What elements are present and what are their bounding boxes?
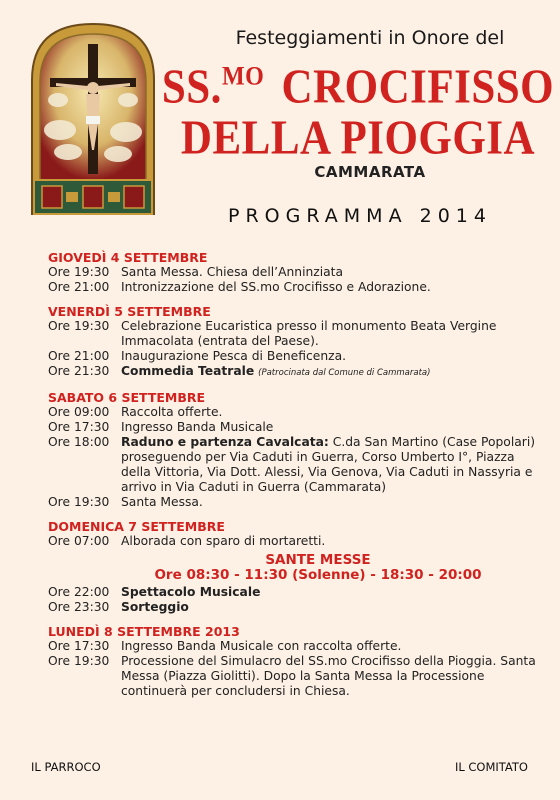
schedule-row: [48, 265, 548, 280]
day-title: GIOVEDÌ 4 SETTEMBRE: [48, 250, 208, 265]
event-time: Ore 17:30: [48, 420, 110, 434]
event-description: Processione del Simulacro del SS.mo Crocifisso della Pioggia. Santa Messa (Piazza Giolitti). Dopo la Santa Messa la Processione continuerà per concludersi in Chiesa.: [121, 654, 536, 698]
event-title: Raduno e partenza Cavalcata:: [121, 435, 329, 449]
schedule-row: [48, 495, 548, 510]
event-time: Ore 23:30: [48, 600, 110, 614]
schedule-row: [48, 654, 548, 699]
event-description: Sorteggio: [121, 600, 189, 614]
event-description: Ingresso Banda Musicale: [121, 420, 274, 434]
event-description: Intronizzazione del SS.mo Crocifisso e Adorazione.: [121, 280, 431, 294]
event-description: [121, 435, 548, 495]
schedule-row: [48, 585, 548, 600]
schedule-row: [48, 319, 548, 349]
title-ss: SS.: [161, 61, 222, 114]
schedule-row: [48, 349, 548, 364]
schedule-row: [48, 405, 548, 420]
day-title: VENERDÌ 5 SETTEMBRE: [48, 304, 211, 319]
title-line-1: [156, 61, 560, 114]
event-time: Ore 19:30: [48, 654, 110, 668]
schedule-row: [48, 639, 548, 654]
day-title: LUNEDÌ 8 SETTEMBRE 2013: [48, 624, 240, 639]
event-note: (Patrocinata dal Comune di Cammarata): [258, 368, 431, 378]
sante-messe-heading: SANTE MESSE: [265, 552, 371, 568]
event-time: Ore 19:30: [48, 319, 110, 333]
day-section: [48, 624, 548, 699]
day-section: [48, 250, 548, 295]
event-time: Ore 21:30: [48, 364, 110, 378]
day-section: [48, 304, 548, 381]
town-name: CAMMARATA: [314, 163, 426, 181]
event-time: Ore 21:00: [48, 349, 110, 363]
crucifix-shrine-image: [28, 20, 158, 216]
event-description: [121, 364, 548, 381]
schedule: [48, 250, 548, 699]
event-description: Spettacolo Musicale: [121, 585, 261, 599]
day-title: SABATO 6 SETTEMBRE: [48, 390, 206, 405]
event-time: Ore 09:00: [48, 405, 110, 419]
event-description: Inaugurazione Pesca di Beneficenza.: [121, 349, 347, 363]
event-time: Ore 07:00: [48, 534, 110, 548]
day-section: [48, 390, 548, 510]
event-subtitle: Festeggiamenti in Onore del: [235, 27, 505, 49]
event-description: Celebrazione Eucaristica presso il monumento Beata Vergine Immacolata (entrata del Paese).: [121, 319, 497, 348]
title-crocifisso: CROCIFISSO: [281, 61, 555, 114]
day-section: [48, 519, 548, 615]
schedule-row: [48, 435, 548, 495]
event-description: Santa Messa.: [121, 495, 203, 509]
signature-parroco: IL PARROCO: [31, 760, 101, 774]
event-time: Ore 18:00: [48, 435, 110, 449]
event-description: Raccolta offerte.: [121, 405, 223, 419]
title-line-2: DELLA PIOGGIA: [180, 112, 536, 165]
schedule-row: [48, 420, 548, 435]
schedule-row: [48, 364, 548, 381]
schedule-row: [48, 280, 548, 295]
event-title: Commedia Teatrale: [121, 364, 255, 378]
title-mo: MO: [221, 62, 265, 92]
programma-heading: PROGRAMMA 2014: [228, 205, 492, 227]
event-time: Ore 21:00: [48, 280, 110, 294]
event-time: Ore 19:30: [48, 495, 110, 509]
event-time: Ore 17:30: [48, 639, 110, 653]
event-time: Ore 22:00: [48, 585, 110, 599]
schedule-row: [48, 534, 548, 549]
day-title: DOMENICA 7 SETTEMBRE: [48, 519, 225, 534]
signature-comitato: IL COMITATO: [454, 760, 528, 774]
event-description: Ingresso Banda Musicale con raccolta offerte.: [121, 639, 402, 653]
event-description: Santa Messa. Chiesa dell’Anninziata: [121, 265, 344, 279]
schedule-row: [48, 600, 548, 615]
sante-messe-times: Ore 08:30 - 11:30 (Solenne) - 18:30 - 20:00: [154, 567, 482, 583]
event-time: Ore 19:30: [48, 265, 110, 279]
event-description: Alborada con sparo di mortaretti.: [121, 534, 326, 548]
event-route: C.da San Martino (Case Popolari) proseguendo per Via Caduti in Guerra, Corso Umberto I°, Piazza della Vittoria, Via Dott. Alessi, Via Genova, Via Caduti in Nassyria e arrivo in Via Caduti in Guerra (Cammarata): [121, 435, 536, 494]
